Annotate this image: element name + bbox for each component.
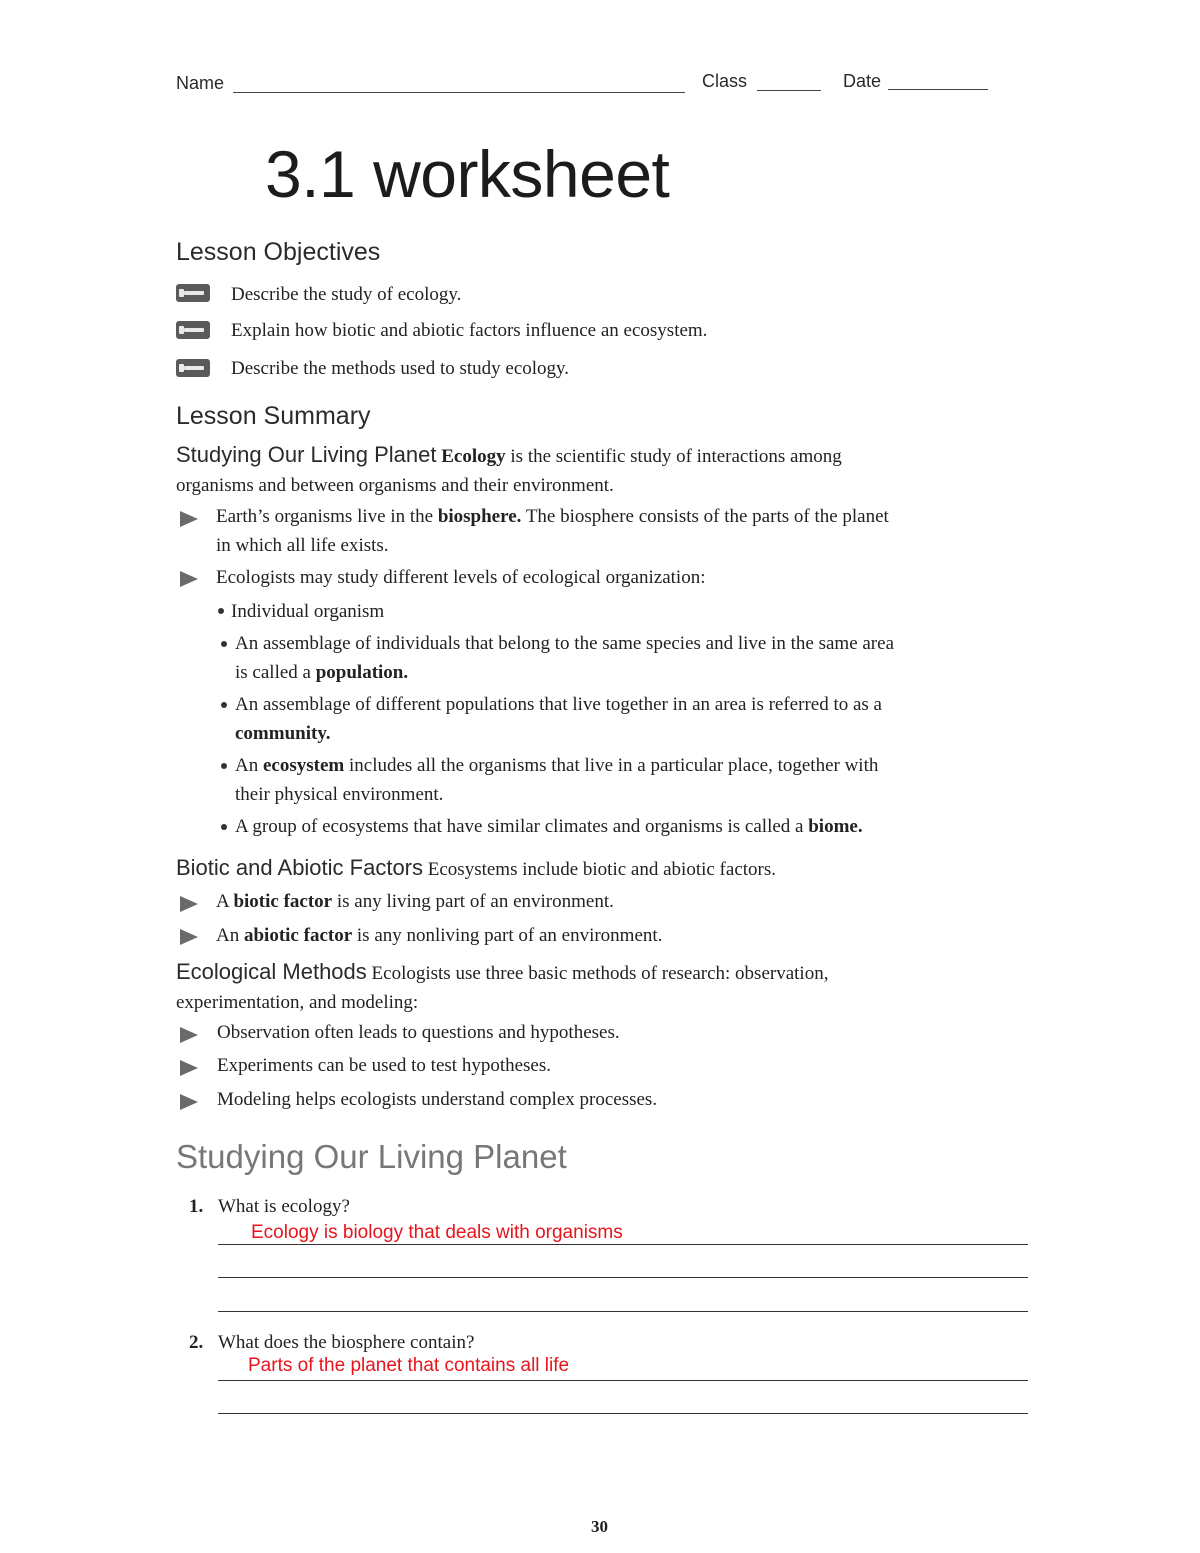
page-title: 3.1 worksheet (265, 137, 670, 211)
arrow-bullet-icon (180, 511, 198, 527)
question-text: What does the biosphere contain? (218, 1332, 475, 1353)
dot-bullet-icon (221, 824, 227, 830)
arrow-bullet-icon (180, 896, 198, 912)
biosphere-bullet: Earth’s organisms live in the biosphere. The biosphere consists of the parts of the planet in which all life exists. (216, 506, 889, 556)
biotic-subhead: Biotic and Abiotic Factors (176, 855, 424, 880)
methods-subhead: Ecological Methods (176, 959, 367, 984)
class-field[interactable] (757, 90, 821, 91)
objective-key-icon (176, 321, 210, 339)
answer-line[interactable] (218, 1413, 1028, 1414)
level-ecosystem: An ecosystem includes all the organisms that live in a particular place, together with their physical environment. (235, 755, 879, 805)
level-community: An assemblage of different populations that live together in an area is referred to as a community. (235, 694, 882, 744)
living-planet-subhead: Studying Our Living Planet (176, 442, 437, 467)
objective-item: Explain how biotic and abiotic factors influence an ecosystem. (231, 320, 708, 341)
page-number: 30 (591, 1517, 608, 1536)
name-label: Name (176, 73, 225, 93)
level-biome: A group of ecosystems that have similar climates and organisms is called a biome. (235, 816, 863, 837)
observation-bullet: Observation often leads to questions and hypotheses. (217, 1022, 620, 1043)
living-planet-paragraph: Studying Our Living Planet Ecology is the scientific study of interactions among organisms and between organisms and their environment. (176, 442, 842, 496)
date-field[interactable] (888, 89, 988, 90)
experiment-bullet: Experiments can be used to test hypotheses. (217, 1055, 552, 1076)
arrow-bullet-icon (180, 571, 198, 587)
biotic-bullet: A biotic factor is any living part of an environment. (216, 891, 614, 912)
dot-bullet-icon (221, 641, 227, 647)
objective-key-icon (176, 284, 210, 302)
arrow-bullet-icon (180, 1027, 198, 1043)
objective-item: Describe the methods used to study ecology. (231, 358, 570, 379)
class-label: Class (702, 71, 748, 91)
dot-bullet-icon (218, 608, 224, 614)
question-number: 2. (189, 1332, 204, 1353)
questions-section-heading: Studying Our Living Planet (176, 1138, 567, 1175)
answer-text[interactable]: Parts of the planet that contains all life (248, 1355, 570, 1376)
summary-heading: Lesson Summary (176, 402, 371, 430)
term-ecology: Ecology (441, 446, 506, 467)
levels-bullet: Ecologists may study different levels of ecological organization: (216, 567, 706, 588)
arrow-bullet-icon (180, 1094, 198, 1110)
abiotic-bullet: An abiotic factor is any nonliving part of an environment. (216, 925, 663, 946)
level-population: An assemblage of individuals that belong to the same species and live in the same area is called a population. (235, 633, 894, 683)
question-text: What is ecology? (218, 1196, 350, 1217)
arrow-bullet-icon (180, 1060, 198, 1076)
answer-line[interactable] (218, 1244, 1028, 1245)
modeling-bullet: Modeling helps ecologists understand complex processes. (217, 1089, 658, 1110)
level-individual: Individual organism (231, 601, 385, 622)
answer-line[interactable] (218, 1380, 1028, 1381)
dot-bullet-icon (221, 763, 227, 769)
answer-line[interactable] (218, 1311, 1028, 1312)
objectives-heading: Lesson Objectives (176, 238, 381, 266)
name-field[interactable] (233, 92, 685, 93)
question-number: 1. (189, 1196, 204, 1217)
dot-bullet-icon (221, 702, 227, 708)
objective-item: Describe the study of ecology. (231, 284, 462, 305)
arrow-bullet-icon (180, 929, 198, 945)
date-label: Date (843, 71, 882, 91)
answer-line[interactable] (218, 1277, 1028, 1278)
objective-key-icon (176, 359, 210, 377)
biotic-paragraph: Biotic and Abiotic Factors Ecosystems include biotic and abiotic factors. (176, 855, 776, 880)
methods-paragraph: Ecological Methods Ecologists use three basic methods of research: observation, experimentation, and modeling: (176, 959, 829, 1013)
answer-text[interactable]: Ecology is biology that deals with organisms (251, 1222, 623, 1243)
